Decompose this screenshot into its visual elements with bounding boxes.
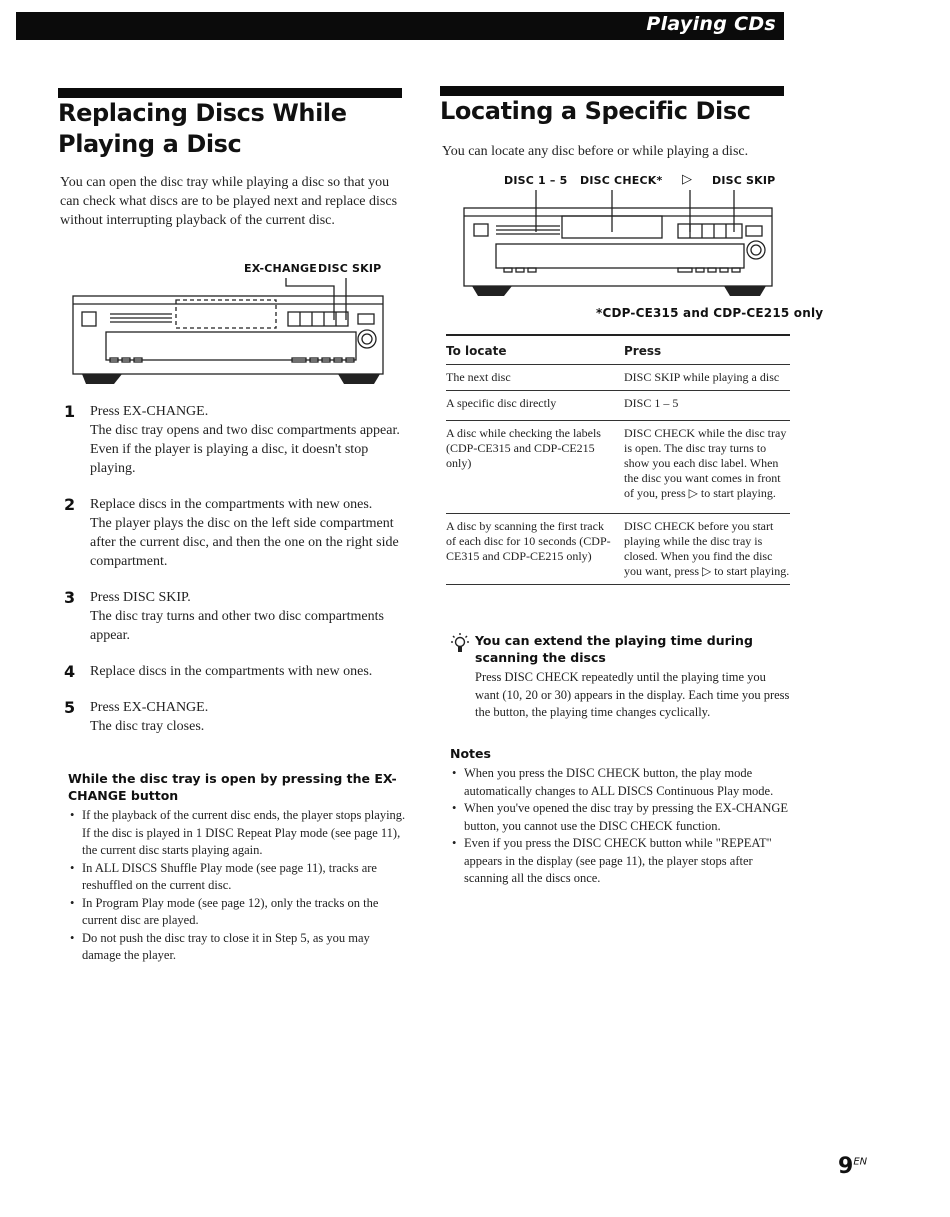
table-cell: DISC 1 – 5 xyxy=(624,391,790,421)
right-title-rule xyxy=(440,86,784,96)
table-header-row xyxy=(446,344,790,365)
table-cell: A disc by scanning the first track of each disc for 10 seconds (CDP-CE315 and CDP-CE215 only) xyxy=(446,514,624,585)
right-intro: You can locate any disc before or while playing a disc. xyxy=(442,144,749,159)
step-item xyxy=(62,495,406,571)
step-action: Replace discs in the compartments with new ones. xyxy=(90,664,373,679)
step-number: 2 xyxy=(64,495,76,514)
tip-block xyxy=(450,632,792,722)
notes-block xyxy=(450,745,790,888)
step-item xyxy=(62,588,406,645)
disc-check-figure xyxy=(456,172,776,302)
step-number: 5 xyxy=(64,698,76,717)
step-action: Replace discs in the compartments with new ones. xyxy=(90,497,373,512)
table-top-rule xyxy=(446,334,790,336)
list-item: • Do not push the disc tray to close it in Step 5, as you may damage the player. xyxy=(68,930,408,965)
list-item: • When you've opened the disc tray by pressing the EX-CHANGE button, you cannot use the DISC CHECK function. xyxy=(450,800,790,835)
step-action: Press EX-CHANGE. xyxy=(90,404,209,419)
locate-table xyxy=(446,344,790,585)
list-item: • Even if you press the DISC CHECK button while "REPEAT" appears in the display (see page 11), the player stops after scanning all the discs once. xyxy=(450,835,790,888)
table-row xyxy=(446,514,790,585)
disc-1-5-label: DISC 1 – 5 xyxy=(504,174,568,187)
step-item xyxy=(62,698,406,736)
locate-table-wrap xyxy=(446,334,790,585)
model-footnote: *CDP-CE315 and CDP-CE215 only xyxy=(596,306,824,320)
exchange-notes-title: While the disc tray is open by pressing the EX-CHANGE button xyxy=(68,771,397,803)
table-header: Press xyxy=(624,344,662,358)
list-item: • If the playback of the current disc ends, the player stops playing. If the disc is played in 1 DISC Repeat Play mode (see page 11), the current disc starts playing again. xyxy=(68,807,408,860)
step-number: 4 xyxy=(64,662,76,681)
table-row xyxy=(446,421,790,514)
table-header: To locate xyxy=(446,344,507,358)
step-item xyxy=(62,662,406,681)
step-detail: The disc tray opens and two disc compartments appear. Even if the player is playing a disc, it doesn't stop playing. xyxy=(90,423,400,476)
table-cell: DISC SKIP while playing a disc xyxy=(624,365,790,391)
page-number-value: 9 xyxy=(838,1154,854,1179)
notes-list xyxy=(450,765,790,888)
page-number-suffix: EN xyxy=(853,1156,868,1168)
table-cell: The next disc xyxy=(446,365,624,391)
tip-text: Press DISC CHECK repeatedly until the playing time you want (10, 20 or 30) appears in the display. Each time you press the button, the playing time changes cyclically. xyxy=(475,670,790,719)
section-banner xyxy=(16,12,784,40)
exchange-label: EX-CHANGE xyxy=(244,262,318,275)
left-page-title: Replacing Discs While Playing a Disc xyxy=(58,99,347,158)
section-title: Playing CDs xyxy=(646,13,776,35)
steps-list xyxy=(62,402,406,736)
cd-player-illustration xyxy=(456,172,776,302)
notes-title: Notes xyxy=(450,746,491,761)
list-item: • When you press the DISC CHECK button, the play mode automatically changes to ALL DISCS Continuous Play mode. xyxy=(450,765,790,800)
play-icon: ▷ xyxy=(682,172,693,187)
step-detail: The disc tray turns and other two disc compartments appear. xyxy=(90,609,384,643)
step-number: 1 xyxy=(64,402,76,421)
table-row xyxy=(446,391,790,421)
table-cell: DISC CHECK while the disc tray is open. The disc tray turns to show you each disc label. When the disc you want comes in front of you, press ▷ to start playing. xyxy=(624,421,790,514)
table-row xyxy=(446,365,790,391)
step-detail: The player plays the disc on the left side compartment after the current disc, and then the one on the right side compartment. xyxy=(90,516,399,569)
page-number xyxy=(838,1154,867,1179)
table-cell: DISC CHECK before you start playing while the disc tray is closed. When you find the disc you want, press ▷ to start playing. xyxy=(624,514,790,585)
step-action: Press EX-CHANGE. xyxy=(90,700,209,715)
list-item: • In ALL DISCS Shuffle Play mode (see page 11), tracks are reshuffled on the current disc. xyxy=(68,860,408,895)
step-action: Press DISC SKIP. xyxy=(90,590,191,605)
exchange-notes xyxy=(68,770,408,965)
tip-title: You can extend the playing time during scanning the discs xyxy=(475,633,753,665)
left-title-rule xyxy=(58,88,402,98)
exchange-notes-list xyxy=(68,807,408,965)
disc-check-label: DISC CHECK* xyxy=(580,174,663,187)
right-page-title: Locating a Specific Disc xyxy=(440,97,751,125)
tip-lightbulb-icon xyxy=(450,632,470,656)
list-item: • In Program Play mode (see page 12), only the tracks on the current disc are played. xyxy=(68,895,408,930)
cd-player-illustration xyxy=(62,260,392,390)
exchange-figure xyxy=(62,260,392,390)
step-detail: The disc tray closes. xyxy=(90,719,205,734)
disc-skip-label-right: DISC SKIP xyxy=(712,174,776,187)
table-cell: A disc while checking the labels (CDP-CE315 and CDP-CE215 only) xyxy=(446,421,624,514)
step-item xyxy=(62,402,406,478)
table-cell: A specific disc directly xyxy=(446,391,624,421)
disc-skip-label: DISC SKIP xyxy=(318,262,382,275)
step-number: 3 xyxy=(64,588,76,607)
left-intro: You can open the disc tray while playing a disc so that you can check what discs are to be played next and replace discs without interrupting playback of the current disc. xyxy=(60,175,398,228)
